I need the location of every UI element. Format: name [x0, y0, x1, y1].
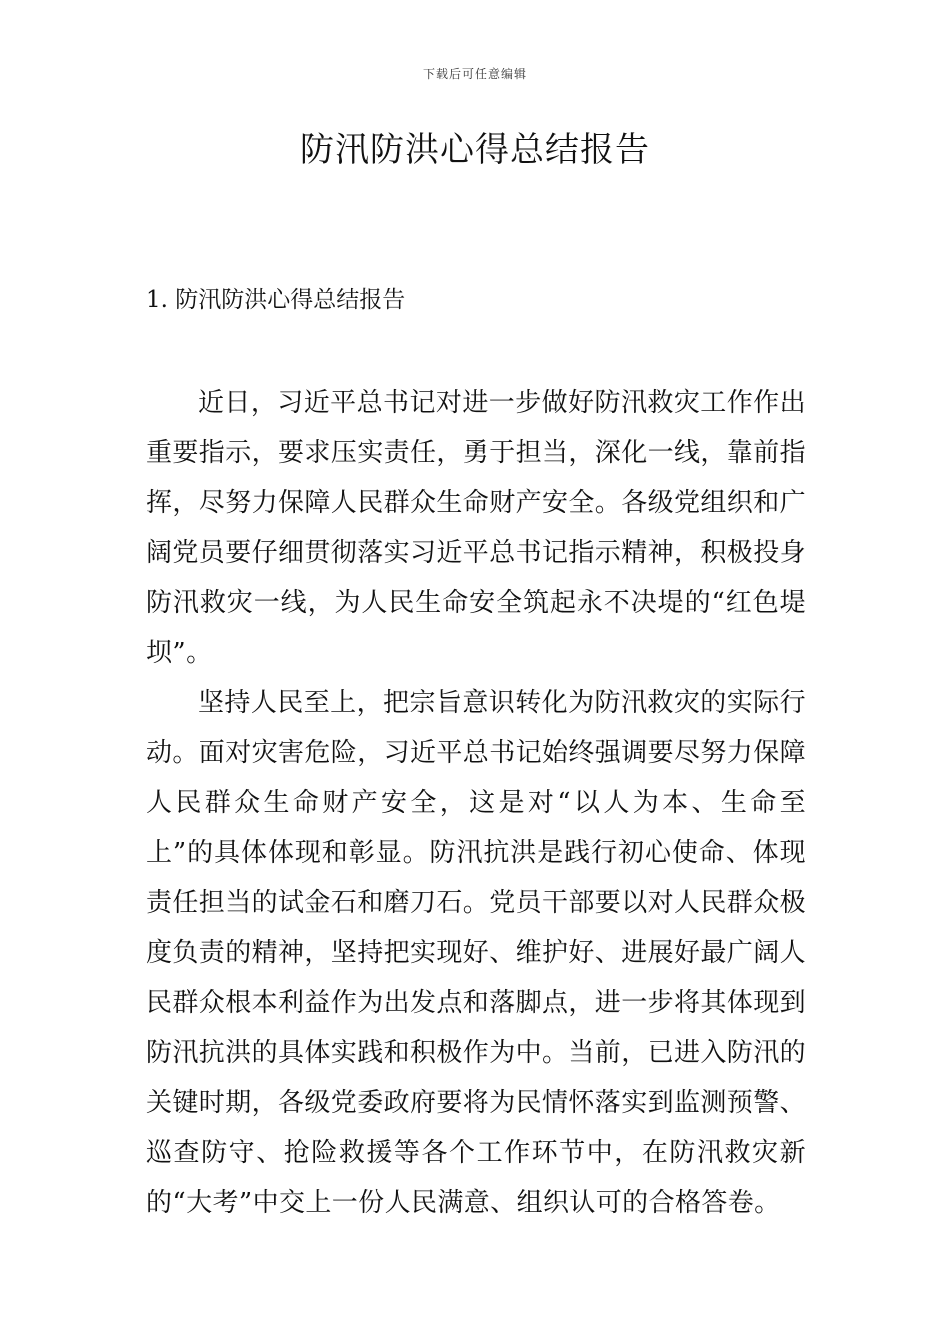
paragraph-2: 坚持人民至上，把宗旨意识转化为防汛救灾的实际行动。面对灾害危险，习近平总书记始终强调要尽努力保障人民群众生命财产安全，这是对“以人为本、生命至上”的具体体现和彰显。防汛抗洪是践行初心使命、体现责任担当的试金石和磨刀石。党员干部要以对人民群众极度负责的精神，坚持把实现好、维护好、进展好最广阔人民群众根本利益作为出发点和落脚点，进一步将其体现到防汛抗洪的具体实践和积极作为中。当前，已进入防汛的关键时期，各级党委政府要将为民情怀落实到监测预警、巡查防守、抢险救援等各个工作环节中，在防汛救灾新的“大考”中交上一份人民满意、组织认可的合格答卷。 — [146, 688, 807, 1218]
header-note: 下载后可任意编辑 — [422, 67, 527, 81]
section-heading: 1. 防汛防洪心得总结报告 — [146, 287, 406, 313]
body-text — [146, 378, 806, 1228]
document-title: 防汛防洪心得总结报告 — [300, 130, 650, 170]
paragraph-1: 近日，习近平总书记对进一步做好防汛救灾工作作出重要指示，要求压实责任，勇于担当，深化一线，靠前指挥，尽努力保障人民群众生命财产安全。各级党组织和广阔党员要仔细贯彻落实习近平总书记指示精神，积极投身防汛救灾一线，为人民生命安全筑起永不决堤的“红色堤坝”。 — [146, 388, 807, 668]
